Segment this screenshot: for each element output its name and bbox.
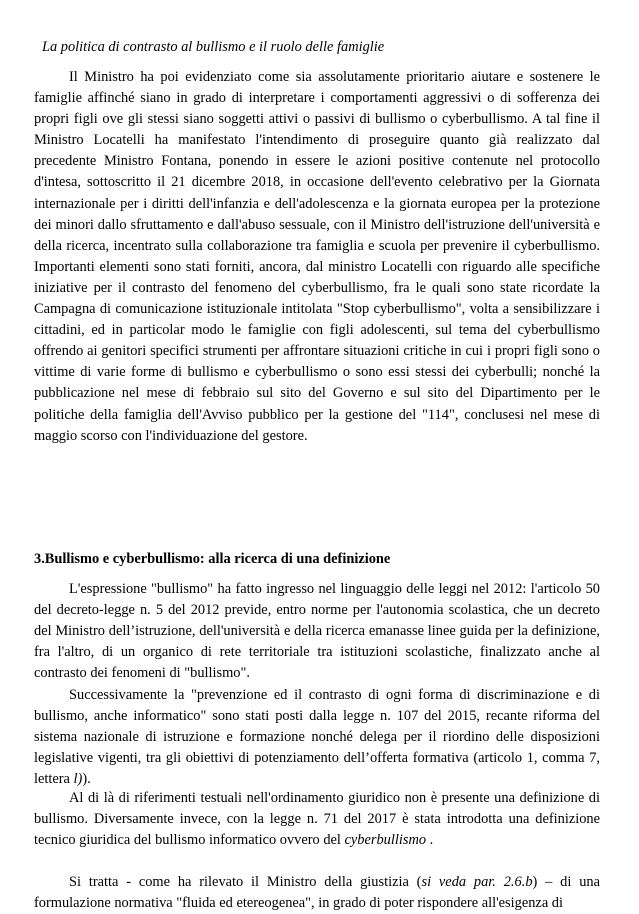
emphasis-text: cyberbullismo: [344, 832, 427, 849]
paragraph: [34, 685, 600, 790]
paragraph-text: ) – di una formulazione normativa "fluida ed etereogenea", in grado di poter rispondere all'esigenza di: [34, 874, 600, 912]
paragraph: Il Ministro ha poi evidenziato come sia assolutamente prioritario aiutare e sostenere le famiglie affinché siano in grado di interpretare i comportamenti aggressivi o di sofferenza dei propri figli ove gli stessi siano soggetti attivi o passivi di bullismo o cyberbullismo. A tal fine il Ministro Locatelli ha manifestato l'intendimento di proseguire quanto già realizzato dal precedente Ministro Fontana, ponendo in essere le azioni positive contenute nel protocollo d'intesa, sottoscritto il 21 dicembre 2018, in occasione dell'evento celebrativo per la Giornata internazionale per i diritti dell'infanzia e dell'adolescenza e la giornata europea per la protezione dei minori dallo sfruttamento e dall'abuso sessuale, con il Ministro dell'istruzione dell'università e della ricerca, incentrato sulla collaborazione tra famiglia e scuola per prevenire il cyberbullismo. Importanti elementi sono stati forniti, ancora, dal ministro Locatelli con riguardo alle specifiche iniziative per il contrasto del fenomeno del cyberbullismo, fra le quali sono state ricordate la Campagna di comunicazione istituzionale intitolata "Stop cyberbullismo", volta a sensibilizzare i cittadini, ed in particolar modo le famiglie con figli adolescenti, sul tema del cyberbullismo offrendo ai genitori specifici strumenti per affrontare situazioni critiche in cui i propri figli sono o vittime di varie forme di bullismo e cyberbullismo o sono essi stessi dei cyberbulli; nonché la pubblicazione nel mese di febbraio sul sito del Governo e sul sito del Dipartimento per le politiche della famiglia dell'Avviso pubblico per la gestione del "114", conclusesi nel mese di maggio scorso con l'individuazione del gestore.: [34, 69, 600, 444]
paragraph-text: Al di là di riferimenti testuali nell'ordinamento giuridico non è presente una definizione di bullismo. Diversamente invece, con la legge n. 71 del 2017 è stata introdotta una definizione tecnico giuridica del bullismo informatico ovvero del: [34, 790, 600, 849]
paragraph: [34, 872, 600, 914]
paragraph-text: Successivamente la "prevenzione ed il contrasto di ogni forma di discriminazione e di bullismo, anche informatico" sono stati posti dalla legge n. 107 del 2015, recante riforma del sistema nazionale di istruzione e formazione nonché delega per il riordino delle disposizioni legislative vigenti, tra gli obiettivi di potenziamento dell’offerta formativa (articolo 1, comma 7, lettera: [34, 687, 600, 788]
emphasis-text: si veda par. 2.6.b: [421, 874, 533, 890]
emphasis-text: l): [73, 771, 83, 788]
paragraph-text: .: [426, 832, 434, 849]
section-heading: 3.Bullismo e cyberbullismo: alla ricerca di una definizione: [34, 551, 391, 567]
paragraph-text: Si tratta - come ha rilevato il Ministro della giustizia (: [69, 874, 422, 890]
paragraph-text: ).: [82, 771, 91, 788]
paragraph: [34, 788, 600, 851]
subsection-heading: La politica di contrasto al bullismo e il ruolo delle famiglie: [42, 39, 385, 55]
paragraph: L'espressione "bullismo" ha fatto ingresso nel linguaggio delle leggi nel 2012: l'articolo 50 del decreto-legge n. 5 del 2012 previde, entro norme per l'autonomia scolastica, che un decreto del Ministro dell’istruzione, dell'università e della ricerca emanasse linee guida per la definizione, fra l'altro, di un organico di rete territoriale tra istituzioni scolastiche, finalizzato anche al contrasto dei fenomeni di "bullismo".: [34, 581, 600, 682]
